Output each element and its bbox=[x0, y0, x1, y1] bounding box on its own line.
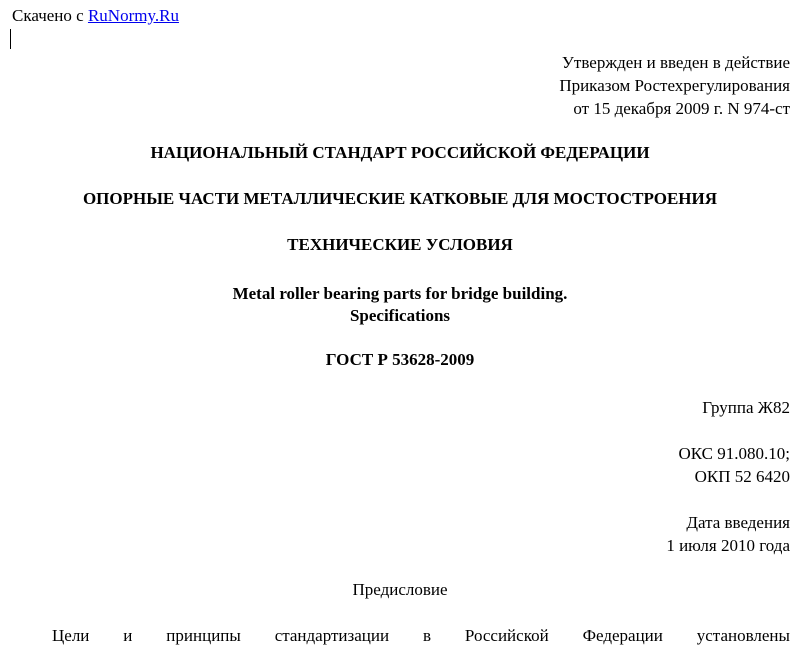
national-standard-title: НАЦИОНАЛЬНЫЙ СТАНДАРТ РОССИЙСКОЙ ФЕДЕРАЦИИ bbox=[150, 143, 650, 162]
paragraph-word: Федерации bbox=[582, 626, 663, 645]
introduction-date-value: 1 июля 2010 года bbox=[666, 536, 790, 555]
text-cursor bbox=[10, 29, 11, 49]
oks-code: ОКС 91.080.10; bbox=[678, 444, 790, 463]
approval-line-1: Утвержден и введен в действие bbox=[561, 53, 790, 72]
paragraph-word: стандартизации bbox=[274, 626, 390, 645]
download-source-line bbox=[12, 6, 179, 26]
approval-line-2: Приказом Ростехрегулирования bbox=[559, 76, 790, 95]
runormy-link[interactable]: RuNormy.Ru bbox=[87, 6, 179, 25]
approval-line-3: от 15 декабря 2009 г. N 974-ст bbox=[573, 99, 790, 118]
english-title bbox=[0, 283, 796, 327]
paragraph-word: установлены bbox=[696, 626, 790, 645]
group-code: Группа Ж82 bbox=[702, 398, 790, 417]
paragraph-word: Российской bbox=[464, 626, 549, 645]
paragraph-word: и bbox=[123, 626, 133, 645]
paragraph-word: Цели bbox=[52, 626, 90, 645]
paragraph-word: принципы bbox=[166, 626, 241, 645]
standard-subject-title: ОПОРНЫЕ ЧАСТИ МЕТАЛЛИЧЕСКИЕ КАТКОВЫЕ ДЛЯ МОСТОСТРОЕНИЯ bbox=[82, 189, 718, 208]
introduction-date-label: Дата введения bbox=[686, 513, 790, 532]
foreword-heading: Предисловие bbox=[352, 580, 448, 599]
introduction-date-block bbox=[666, 511, 790, 557]
okp-code: ОКП 52 6420 bbox=[694, 467, 790, 486]
classifier-codes bbox=[678, 442, 790, 488]
gost-number: ГОСТ Р 53628-2009 bbox=[325, 350, 475, 369]
english-title-line-1: Metal roller bearing parts for bridge building. bbox=[232, 284, 568, 303]
paragraph-word: в bbox=[422, 626, 432, 645]
foreword-paragraph bbox=[52, 626, 790, 646]
english-title-line-2: Specifications bbox=[349, 306, 451, 325]
technical-conditions-title: ТЕХНИЧЕСКИЕ УСЛОВИЯ bbox=[287, 235, 513, 254]
approval-block bbox=[559, 51, 790, 120]
download-prefix: Скачено с bbox=[12, 6, 84, 25]
